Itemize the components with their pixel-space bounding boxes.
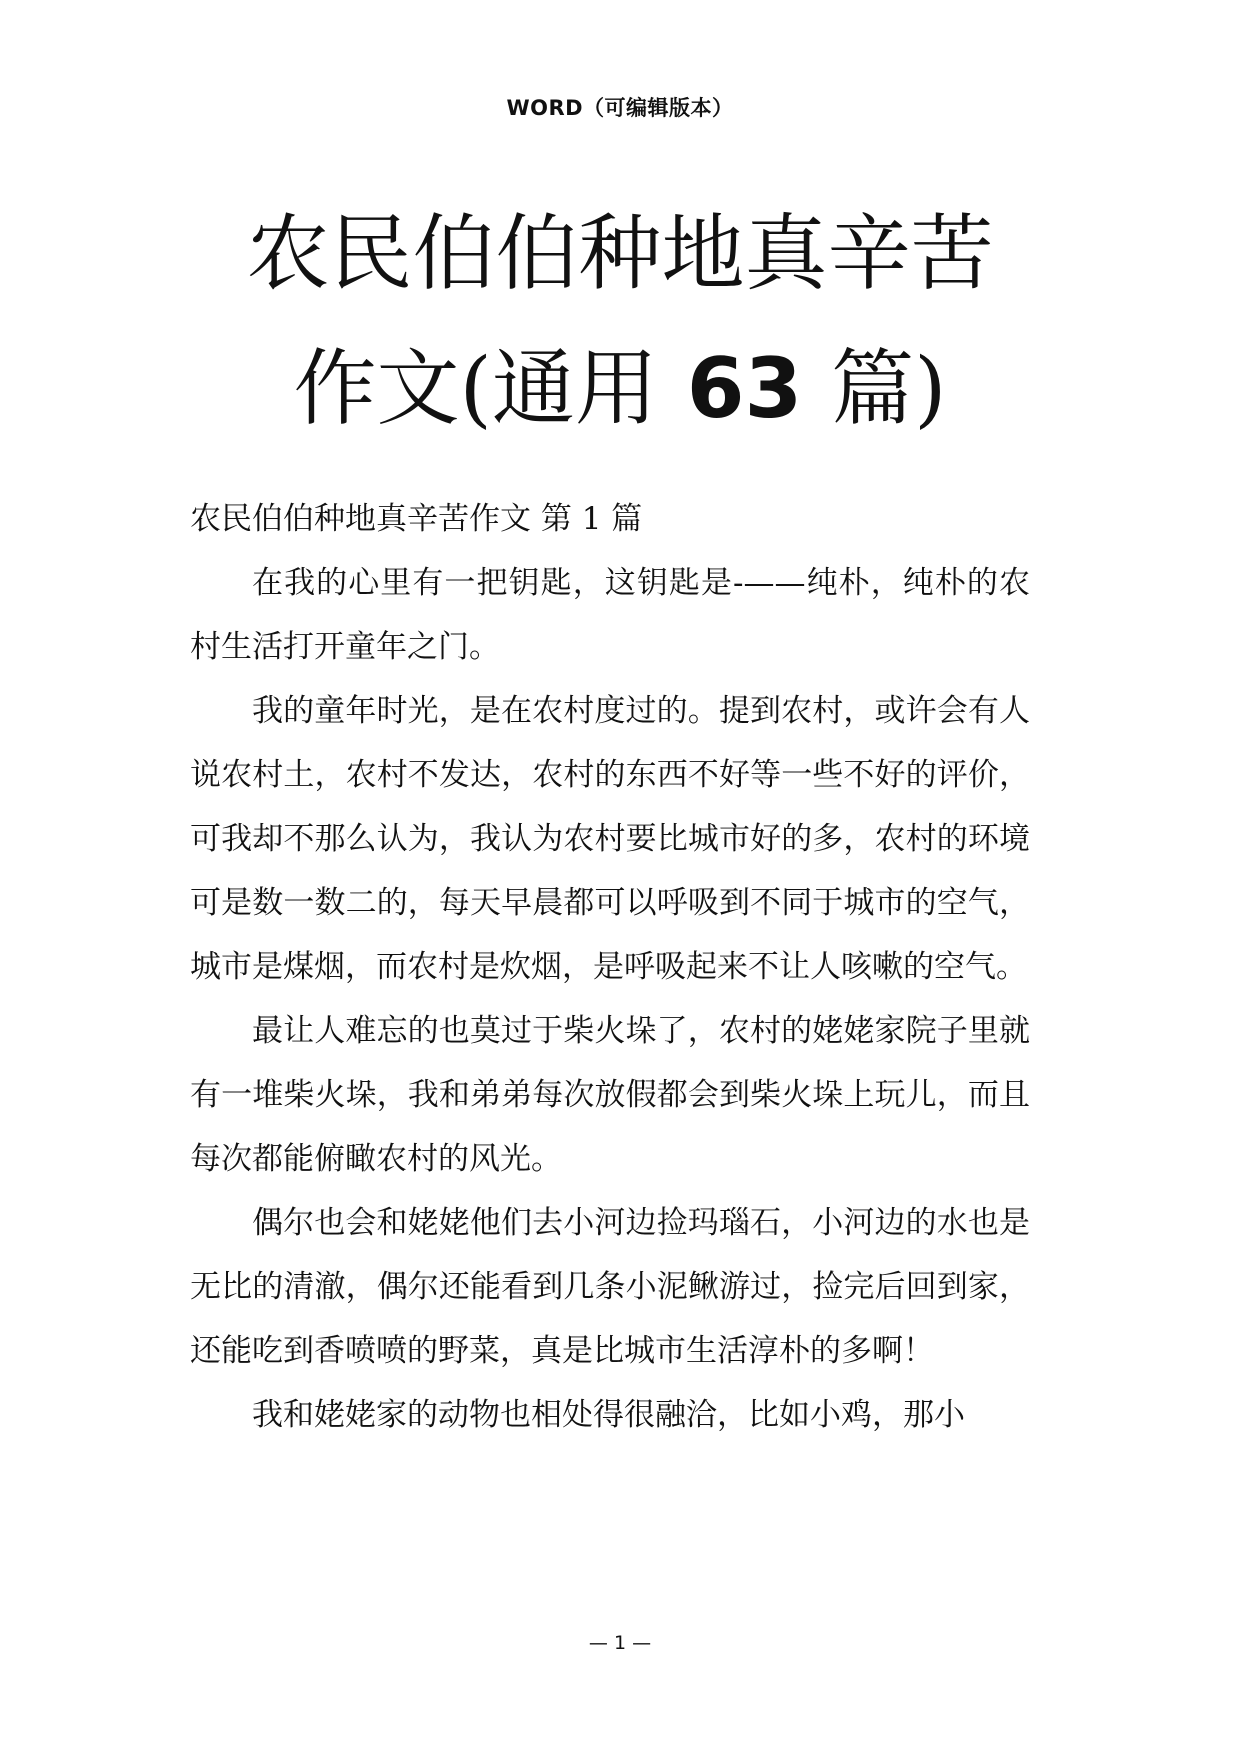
paragraph: 最让人难忘的也莫过于柴火垛了，农村的姥姥家院子里就有一堆柴火垛，我和弟弟每次放假都会到柴火垛上玩儿，而且每次都能俯瞰农村的风光。: [190, 1013, 1030, 1177]
document-title: [0, 186, 1240, 456]
paragraph: 在我的心里有一把钥匙，这钥匙是-——纯朴，纯朴的农村生活打开童年之门。: [190, 565, 1030, 665]
title-line-2-suffix: 篇): [831, 340, 947, 437]
paragraph: 我的童年时光，是在农村度过的。提到农村，或许会有人说农村土，农村不发达，农村的东西不好等一些不好的评价，可我却不那么认为，我认为农村要比城市好的多，农村的环境可是数一数二的，每天早晨都可以呼吸到不同于城市的空气，城市是煤烟，而农村是炊烟，是呼吸起来不让人咳嗽的空气。: [190, 693, 1030, 985]
title-line-2-prefix: 作文(: [293, 340, 492, 437]
section-heading: 农民伯伯种地真辛苦作文 第 1 篇: [190, 501, 643, 537]
page-number: — 1 —: [588, 1632, 652, 1654]
paragraph: 我和姥姥家的动物也相处得很融洽，比如小鸡，那小: [252, 1397, 965, 1433]
title-line-2-number: 63: [657, 340, 832, 437]
title-line-2-mid: 通用: [491, 340, 658, 437]
document-header: WORD（可编辑版本）: [506, 96, 734, 120]
title-line-1: 农民伯伯种地真辛苦: [246, 205, 994, 302]
document-body: [190, 487, 1030, 1447]
title-line-2: [0, 321, 1240, 456]
paragraph: 偶尔也会和姥姥他们去小河边捡玛瑙石，小河边的水也是无比的清澈，偶尔还能看到几条小泥鳅游过，捡完后回到家，还能吃到香喷喷的野菜，真是比城市生活淳朴的多啊！: [190, 1205, 1030, 1369]
